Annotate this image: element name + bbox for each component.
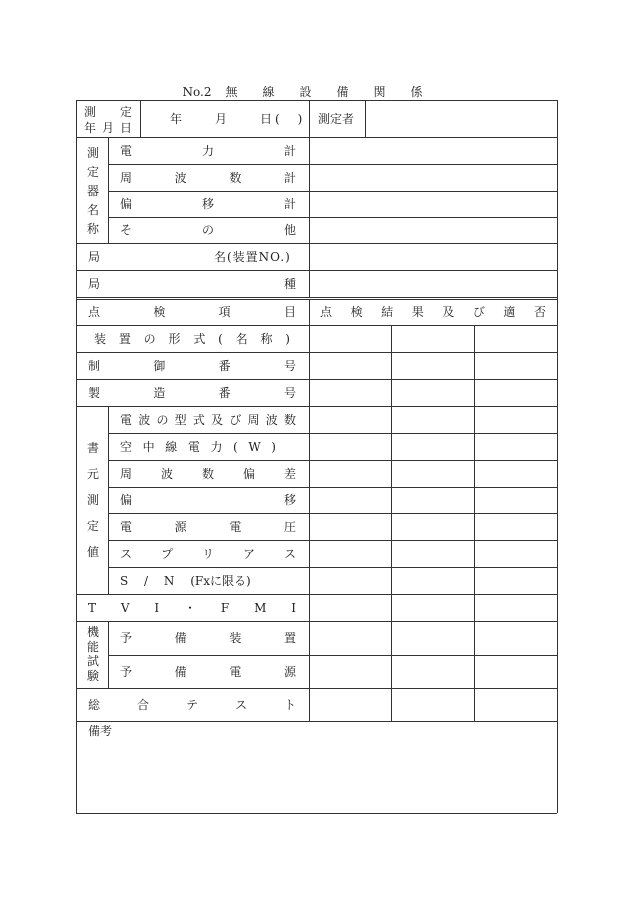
measurer-label: 測定者 — [318, 112, 355, 126]
serial-number-row: 製 造 番 号 — [88, 386, 296, 400]
station-name-left: 局 — [88, 250, 101, 264]
instrument-frequency-counter: 周 波 数 計 — [120, 171, 296, 185]
function-test-backup-device: 予 備 装 置 — [120, 631, 296, 645]
form-title-text: 無線設備関係 — [225, 85, 448, 99]
station-name-right: 名(装置NO.) — [214, 250, 291, 264]
instrument-power-meter: 電 力 計 — [120, 144, 296, 158]
function-test-backup-power: 予 備 電 源 — [120, 665, 296, 679]
equipment-model-row: 装 置 の 形 式 ( 名 称 ) — [94, 332, 290, 346]
form-number: No.2 — [182, 85, 212, 99]
date-label-top: 測 定 — [84, 105, 132, 119]
spec-supply-voltage: 電 源 電 圧 — [120, 520, 296, 534]
instrument-other: そ の 他 — [120, 223, 296, 237]
function-test-group-label: 機 能 試 験 — [86, 625, 99, 683]
spec-emission-frequency: 電 波 の 型 式 及 び 周 波 数 — [120, 413, 296, 427]
spec-deviation: 偏 移 — [120, 493, 296, 507]
date-value: 年 月 日( ) — [170, 112, 306, 126]
instruments-group-label: 測 定 器 名 称 — [86, 146, 99, 236]
spec-spurious: ス プ リ ア ス — [120, 547, 296, 561]
remarks-label: 備考 — [88, 724, 113, 738]
inspection-result-header: 点 検 結 果 及 び 適 否 — [320, 305, 546, 319]
total-test-row: 総 合 テ ス ト — [88, 698, 296, 712]
date-label-bottom: 年 月 日 — [84, 121, 132, 135]
control-number-row: 制 御 番 号 — [88, 359, 296, 373]
spec-values-group-label: 書 元 測 定 値 — [86, 441, 99, 559]
spec-frequency-deviation: 周 波 数 偏 差 — [120, 467, 296, 481]
station-type-left: 局 — [88, 277, 101, 291]
form-title — [0, 83, 630, 100]
tvi-fmi-row: T V I ・ F M I — [88, 601, 296, 615]
instrument-deviation-meter: 偏 移 計 — [120, 197, 296, 211]
station-type-right: 種 — [284, 277, 297, 291]
inspection-item-header: 点 検 項 目 — [88, 305, 296, 319]
spec-antenna-power: 空 中 線 電 力 ( W ) — [120, 440, 276, 454]
spec-sn-ratio: S / N (Fxに限る) — [120, 574, 251, 588]
